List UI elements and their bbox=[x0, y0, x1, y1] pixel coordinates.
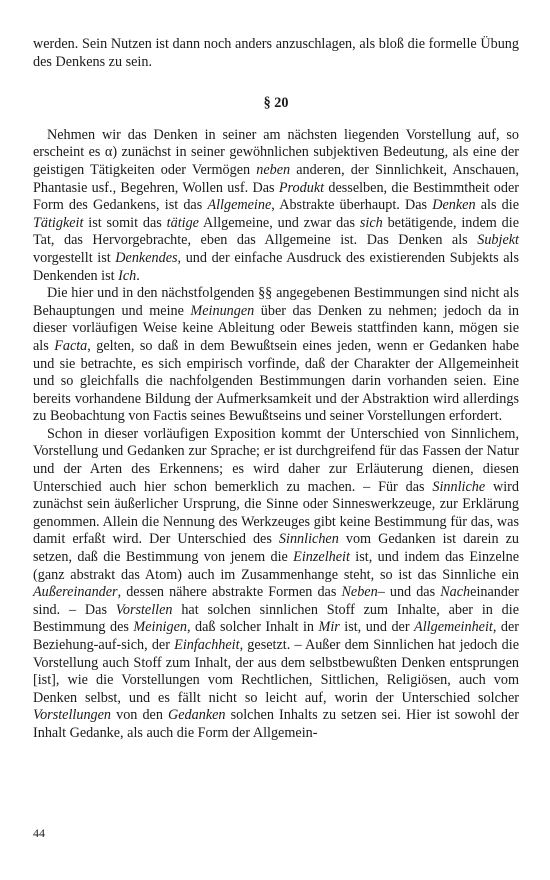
emphasis-text: Meinungen bbox=[190, 302, 255, 319]
emphasis-text: Einfachheit bbox=[174, 637, 240, 653]
emphasis-text: Vorstellungen bbox=[33, 707, 112, 724]
emphasis-text: Tätigkeit bbox=[33, 214, 84, 231]
emphasis-text: tätige bbox=[166, 214, 199, 231]
emphasis-text: Ich bbox=[118, 267, 137, 284]
emphasis-text: Meinigen bbox=[133, 619, 187, 636]
emphasis-text: Sinnlichen bbox=[278, 531, 339, 548]
emphasis-text: Gedanken bbox=[168, 707, 226, 724]
emphasis-text: Außereinander bbox=[33, 584, 118, 601]
emphasis-text: neben bbox=[256, 161, 291, 178]
section-heading: § 20 bbox=[263, 95, 289, 112]
emphasis-text: Facta bbox=[54, 337, 88, 354]
emphasis-text: Vorstellen bbox=[115, 601, 173, 618]
emphasis-text: Neben bbox=[341, 584, 378, 601]
intro-paragraph: werden. Sein Nutzen ist dann noch anders anzuschlagen, als bloß die formelle Übung des Denkens zu sein. bbox=[33, 36, 519, 70]
emphasis-text: Allgemeinheit bbox=[414, 619, 493, 636]
emphasis-text: sich bbox=[359, 214, 383, 231]
emphasis-text: Mir bbox=[318, 619, 340, 636]
page-number: 44 bbox=[33, 826, 45, 840]
paragraph-2: Die hier und in den nächstfolgenden §§ angegebenen Bestimmungen sind nicht als Behauptungen und meine Meinungen über das Denken zu nehmen; jedoch da in dieser vorläufigen Weise keine Ableitung oder Beweis stattfinden kann, mögen sie als Facta, gelten, so daß in dem Bewußtsein eines jeden, wenn er Gedanken habe und sie betrachte, es sich empirisch vorfinde, daß der Charakter der Allgemeinheit und so gleichfalls die nachfolgenden Bestimmungen darin vorhanden seien. Eine bereits vorhandene Bildung der Aufmerksamkeit und der Abstraktion wird allerdings zu Beobachtung von Factis seines Bewußtseins und seiner Vorstellungen erfordert. bbox=[33, 285, 520, 425]
emphasis-text: Denkendes bbox=[115, 249, 178, 266]
emphasis-text: Allgemeine bbox=[207, 197, 272, 214]
emphasis-text: Nach bbox=[440, 584, 471, 601]
paragraph-1: Nehmen wir das Denken in seiner am nächsten liegenden Vorstellung auf, so erscheint es α) zunächst in seiner gewöhnlichen subjektiven Bedeutung, als eine der geistigen Tätigkeiten oder Vermögen neben anderen, der Sinnlichkeit, Anschauen, Phantasie usf., Begehren, Wollen usf. Das Produkt desselben, die Bestimmtheit oder Form des Gedankens, ist das Allgemeine, Abstrakte überhaupt. Das Denken als die Tätigkeit ist somit das tätige Allgemeine, und zwar das sich betätigende, indem die Tat, das Hervorgebrachte, eben das Allgemeine ist. Das Denken als Subjekt vorgestellt ist Denkendes, und der einfache Ausdruck des existierenden Subjekts als Denkenden ist Ich. bbox=[33, 126, 520, 284]
document-page bbox=[33, 36, 519, 743]
emphasis-text: Sinnliche bbox=[432, 478, 486, 495]
emphasis-text: Produkt bbox=[278, 179, 325, 196]
emphasis-text: Subjekt bbox=[477, 232, 519, 249]
emphasis-text: Einzelheit bbox=[293, 549, 350, 566]
paragraph-3: Schon in dieser vorläufigen Exposition kommt der Unterschied von Sinnlichem, Vorstellung und Gedanken zur Sprache; er ist durchgreifend für das Fassen der Natur und der Arten des Erkennens; es wird daher zur Erläuterung dienen, diesen Unterschied auch hier schon bemerklich zu machen. – Für das Sinnliche wird zunächst sein äußerlicher Ursprung, die Sinne oder Sinneswerkzeuge, zur Erklärung genommen. Allein die Nennung des Werkzeuges gibt keine Bestimmung für das, was damit erfaßt wird. Der Unterschied des Sinnlichen vom Gedanken ist darein zu setzen, daß die Bestimmung von jenem die Einzelheit ist, und indem das Einzelne (ganz abstrakt das Atom) auch im Zusammenhange steht, so ist das Sinnliche ein Außereinander, dessen nähere abstrakte Formen das Neben– und das Nacheinander sind. – Das Vorstellen hat solchen sinnlichen Stoff zum Inhalte, aber in die Bestimmung des Meinigen, daß solcher Inhalt in Mir ist, und der Allgemeinheit, der Beziehung-auf-sich, der Einfachheit, gesetzt. – Außer dem Sinnlichen hat jedoch die Vorstellung auch Stoff zum Inhalt, der aus dem selbstbewußten Denken entsprungen [ist], wie die Vorstellungen vom Rechtlichen, Sittlichen, Religiösen, auch vom Denken selbst, und es fällt nicht so leicht auf, worin der Unterschied solcher Vorstellungen von den Gedanken solchen Inhalts zu setzen sei. Hier ist sowohl der Inhalt Gedanke, als auch die Form der Allgemein- bbox=[33, 425, 519, 741]
emphasis-text: Denken bbox=[432, 197, 476, 214]
